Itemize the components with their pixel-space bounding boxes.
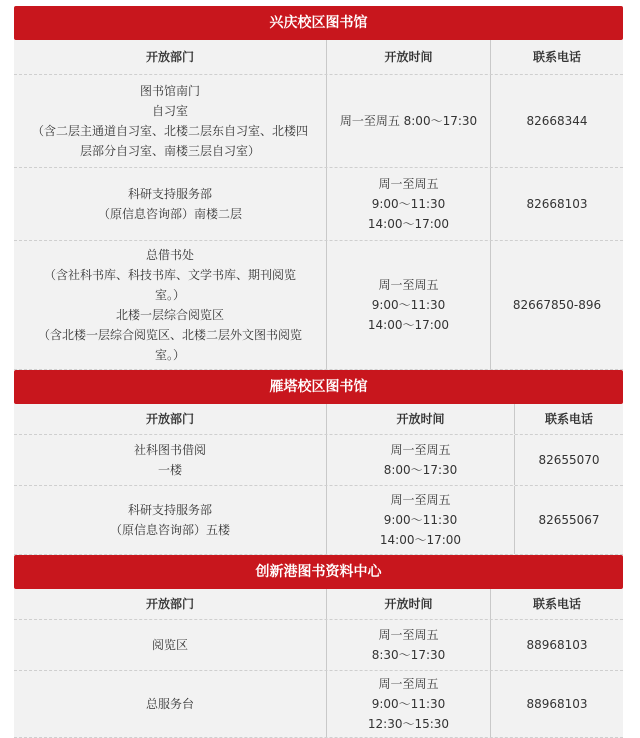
hours-table	[14, 6, 623, 738]
time-text: 9:00～11:30	[371, 298, 446, 312]
table-header-row	[14, 404, 623, 435]
dept-text: （含北楼一层综合阅览区、北楼二层外文图书阅览	[37, 328, 302, 342]
time-text: 14:00～17:00	[367, 318, 450, 332]
time-cell	[326, 671, 490, 737]
table-header-row	[14, 40, 623, 75]
time-text: 8:30～17:30	[371, 648, 446, 662]
dept-text: 图书馆南门	[139, 84, 200, 98]
phone-cell: 82668344	[490, 75, 623, 167]
dept-text: （含社科书库、科技书库、文学书库、期刊阅览	[43, 268, 296, 282]
table-row	[14, 168, 623, 241]
time-text: 周一至周五 8:00～17:30	[339, 114, 478, 128]
time-text: 周一至周五	[390, 493, 451, 507]
phone-cell: 82655070	[514, 435, 623, 485]
time-text: 8:00～17:30	[383, 463, 458, 477]
dept-cell	[14, 620, 326, 670]
dept-text: 阅览区	[151, 638, 188, 652]
time-text: 9:00～11:30	[371, 197, 446, 211]
col-header-dept: 开放部门	[145, 412, 194, 426]
time-text: 9:00～11:30	[383, 513, 458, 527]
dept-text: 层部分自习室、南楼三层自习室）	[79, 144, 260, 158]
time-text: 12:30～15:30	[367, 717, 450, 731]
phone-cell: 82655067	[514, 486, 623, 554]
dept-cell	[14, 671, 326, 737]
col-header-time: 开放时间	[326, 589, 490, 619]
time-cell	[326, 620, 490, 670]
time-cell	[326, 75, 490, 167]
phone-cell: 88968103	[490, 671, 623, 737]
dept-text: 一楼	[157, 463, 182, 477]
table-row	[14, 671, 623, 738]
dept-cell	[14, 435, 326, 485]
table-row	[14, 620, 623, 671]
col-header-phone: 联系电话	[490, 589, 623, 619]
phone-cell: 82667850-896	[490, 241, 623, 369]
section-title: 雁塔校区图书馆	[14, 370, 623, 404]
dept-text: 总服务台	[145, 697, 194, 711]
dept-cell	[14, 241, 326, 369]
dept-text: 社科图书借阅	[133, 443, 206, 457]
col-header-phone: 联系电话	[514, 404, 623, 434]
section-title: 创新港图书资料中心	[14, 555, 623, 589]
time-cell	[326, 168, 490, 240]
dept-text: （含二层主通道自习室、北楼二层东自习室、北楼四	[31, 124, 308, 138]
col-header-time: 开放时间	[326, 404, 514, 434]
time-cell	[326, 486, 514, 554]
section-title: 兴庆校区图书馆	[14, 6, 623, 40]
time-text: 14:00～17:00	[379, 533, 462, 547]
table-row	[14, 241, 623, 370]
col-header-time: 开放时间	[326, 40, 490, 74]
table-row	[14, 486, 623, 555]
dept-text: 自习室	[151, 104, 188, 118]
time-text: 周一至周五	[378, 628, 439, 642]
section-xingqing	[14, 6, 623, 370]
col-header-dept: 开放部门	[145, 597, 194, 611]
dept-cell	[14, 486, 326, 554]
col-header-dept: 开放部门	[145, 50, 194, 64]
time-text: 周一至周五	[390, 443, 451, 457]
phone-cell: 88968103	[490, 620, 623, 670]
dept-text: 北楼一层综合阅览区	[115, 308, 224, 322]
section-yanta	[14, 370, 623, 555]
table-row	[14, 75, 623, 168]
dept-cell	[14, 75, 326, 167]
dept-text: 室。）	[154, 288, 185, 302]
col-header-phone: 联系电话	[490, 40, 623, 74]
dept-text: （原信息咨询部）五楼	[109, 523, 230, 537]
dept-text: 总借书处	[145, 248, 194, 262]
table-row	[14, 435, 623, 486]
table-header-row	[14, 589, 623, 620]
time-text: 9:00～11:30	[371, 697, 446, 711]
dept-text: 科研支持服务部	[127, 187, 212, 201]
phone-cell: 82668103	[490, 168, 623, 240]
dept-text: 科研支持服务部	[127, 503, 212, 517]
time-text: 周一至周五	[378, 177, 439, 191]
time-text: 周一至周五	[378, 278, 439, 292]
section-chuangxingang	[14, 555, 623, 738]
dept-text: 室。）	[154, 348, 185, 362]
time-cell	[326, 241, 490, 369]
time-text: 周一至周五	[378, 677, 439, 691]
dept-text: （原信息咨询部）南楼二层	[97, 207, 242, 221]
dept-cell	[14, 168, 326, 240]
time-text: 14:00～17:00	[367, 217, 450, 231]
time-cell	[326, 435, 514, 485]
